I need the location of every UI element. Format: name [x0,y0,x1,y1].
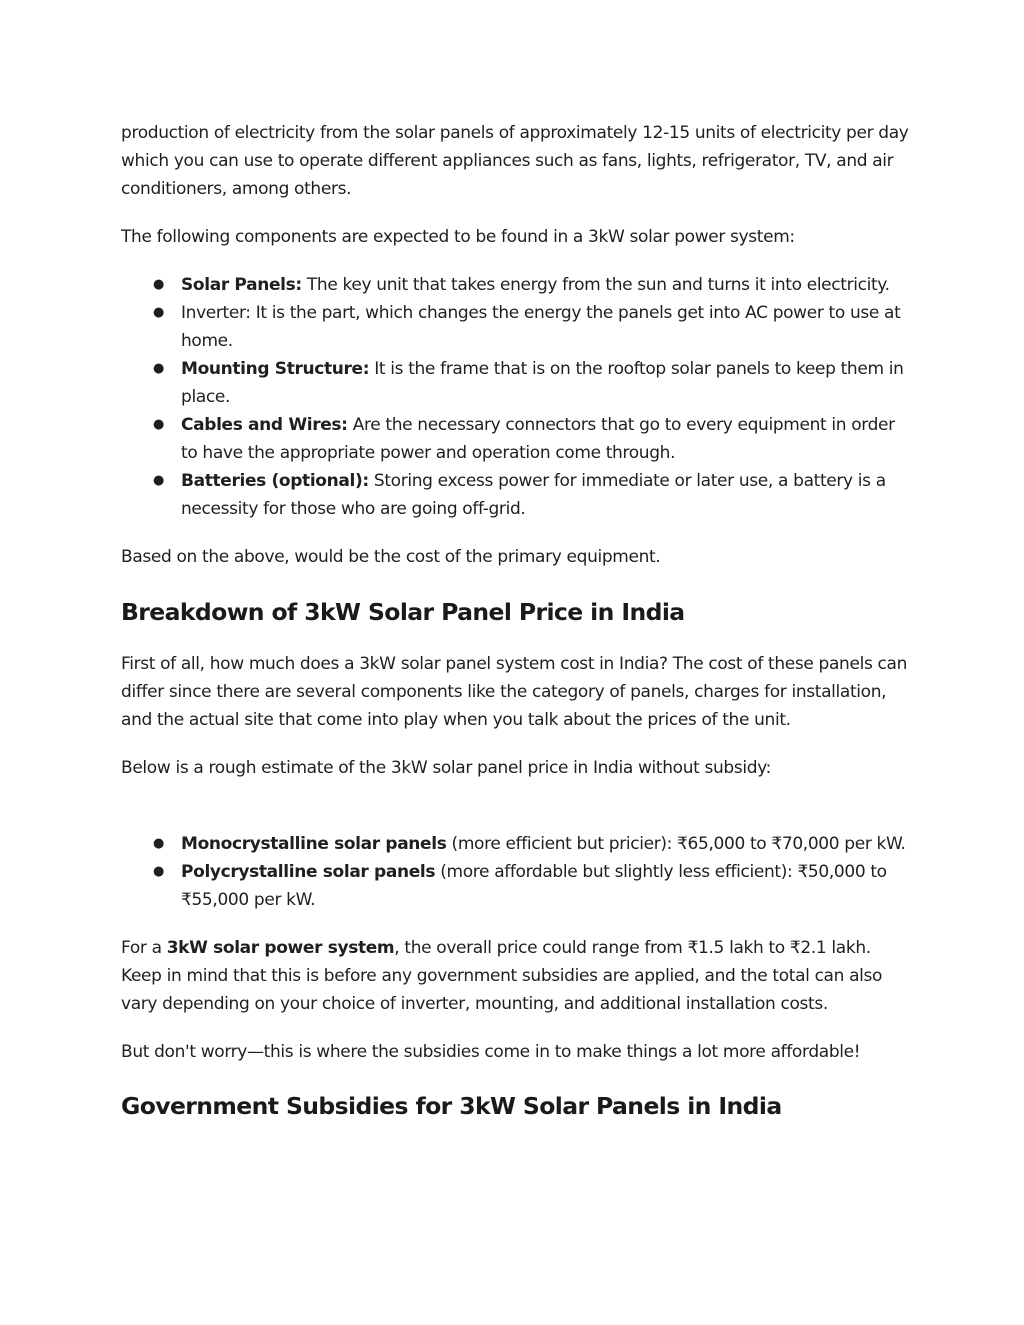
components-intro: The following components are expected to be found in a 3kW solar power system: [121,227,795,247]
item-text: (more efficient but pricier): ₹65,000 to ₹70,000 per kW. [446,834,906,854]
range-paragraph [121,934,911,1018]
bullet-icon: ● [153,277,164,292]
summary-paragraph: Based on the above, would be the cost of the primary equipment. [121,547,661,567]
list-item [121,830,911,858]
bullet-icon: ● [153,417,164,432]
blank-line [121,782,911,830]
cost-paragraph: First of all, how much does a 3kW solar panel system cost in India? The cost of these panels can differ since there are several components like the category of panels, charges for installation, and the actual site that come into play when you talk about the prices of the unit. [121,654,908,730]
item-text: The key unit that takes energy from the sun and turns it into electricity. [301,275,890,295]
bullet-icon: ● [153,361,164,376]
range-suffix: , the overall price could range from ₹1.5 lakh to ₹2.1 lakh. Keep in mind that this is before any government subsidies are applied, and the total can also vary depending on your choice of inverter, mounting, and additional installation costs. [121,938,883,1014]
list-item [121,411,911,467]
intro-paragraph: production of electricity from the solar panels of approximately 12-15 units of electricity per day which you can use to operate different appliances such as fans, lights, refrigerator, TV, and air conditioners, among others. [121,123,909,199]
components-list [121,271,911,523]
reassurance-paragraph: But don't worry—this is where the subsidies come in to make things a lot more affordable! [121,1042,861,1062]
item-term: Solar Panels: [181,275,302,295]
bullet-icon: ● [153,473,164,488]
list-item [121,858,911,914]
section-heading-subsidies: Government Subsidies for 3kW Solar Panels in India [121,1092,782,1120]
range-prefix: For a [121,938,167,958]
item-text: (more affordable but slightly less efficient): ₹50,000 to ₹55,000 per kW. [181,862,887,910]
range-term: 3kW solar power system [166,938,395,958]
item-term: Monocrystalline solar panels [181,834,447,854]
item-text: Are the necessary connectors that go to every equipment in order to have the appropriate power and operation come through. [181,415,895,463]
item-term: Batteries (optional): [181,471,369,491]
item-text: It is the frame that is on the rooftop solar panels to keep them in place. [181,359,904,407]
bullet-icon: ● [153,836,164,851]
list-item [121,299,911,355]
document-page [121,119,911,1122]
estimate-intro: Below is a rough estimate of the 3kW solar panel price in India without subsidy: [121,758,772,778]
item-term: Polycrystalline solar panels [181,862,436,882]
item-text: Storing excess power for immediate or later use, a battery is a necessity for those who are going off-grid. [181,471,886,519]
list-item [121,355,911,411]
prices-list [121,830,911,914]
bullet-icon: ● [153,864,164,879]
section-heading-breakdown: Breakdown of 3kW Solar Panel Price in India [121,598,685,626]
item-term: Cables and Wires: [181,415,348,435]
list-item [121,467,911,523]
item-term: Mounting Structure: [181,359,370,379]
item-text: Inverter: It is the part, which changes the energy the panels get into AC power to use at home. [181,303,901,351]
list-item [121,271,911,299]
bullet-icon: ● [153,305,164,320]
